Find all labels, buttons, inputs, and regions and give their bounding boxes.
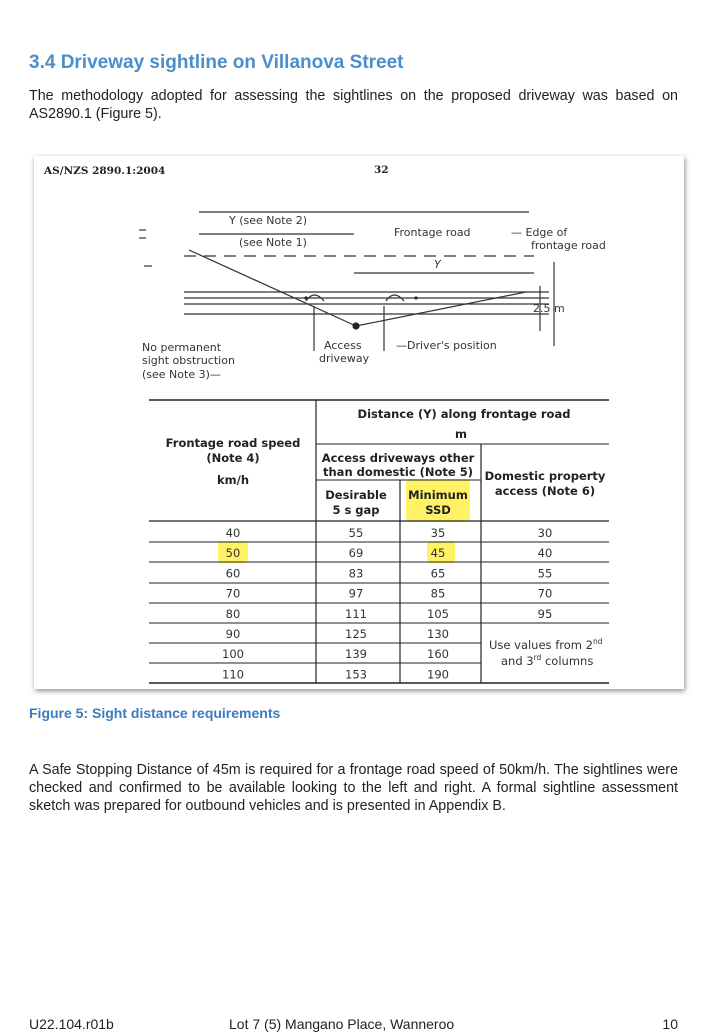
table-cell-minimum: 45 <box>430 546 446 561</box>
section-heading: 3.4 Driveway sightline on Villanova Street <box>29 52 404 73</box>
domestic-header-1: Domestic property <box>484 469 606 483</box>
domestic-header-2: access (Note 6) <box>494 484 596 498</box>
table-cell-desirable: 111 <box>345 606 367 621</box>
table-cell-desirable: 97 <box>348 586 364 601</box>
footer-site: Lot 7 (5) Mangano Place, Wanneroo <box>229 1016 455 1032</box>
table-cell-domestic: 30 <box>537 526 553 540</box>
table-cell-minimum: 85 <box>430 586 446 601</box>
intro-paragraph: The methodology adopted for assessing the sightlines on the proposed driveway was based on AS2890.1 (Figure 5). <box>29 88 678 122</box>
see-note1-label: (see Note 1) <box>239 236 307 249</box>
distance-header-2: m <box>455 427 467 441</box>
standard-page-number: 32 <box>374 164 389 176</box>
table-cell-minimum: 190 <box>427 667 449 682</box>
table-cell-desirable: 153 <box>345 667 367 682</box>
table-cell-speed: 100 <box>222 647 244 662</box>
speed-header-3: km/h <box>216 473 250 487</box>
table-cell-speed: 110 <box>222 667 244 682</box>
no-permanent-label-3: (see Note 3)— <box>142 368 221 381</box>
table-cell-minimum: 65 <box>430 566 446 581</box>
edge-label-1: — Edge of <box>511 226 568 239</box>
table-cell-desirable: 139 <box>345 647 367 662</box>
use-values-note-2: and 3rd columns <box>501 653 594 668</box>
table-cell-domestic: 55 <box>537 566 553 581</box>
table-cell-domestic: 40 <box>537 546 553 561</box>
drivers-position-label: —Driver's position <box>396 339 497 352</box>
right-sightline <box>356 292 526 326</box>
standard-label: AS/NZS 2890.1:2004 <box>44 165 166 177</box>
table-cell-desirable: 125 <box>345 627 367 641</box>
desirable-header-2: 5 s gap <box>332 503 380 517</box>
table-cell-minimum: 130 <box>427 627 449 641</box>
table-cell-speed: 60 <box>225 566 241 581</box>
frontage-road-label: Frontage road <box>394 226 471 239</box>
table-cell-speed: 90 <box>225 627 241 641</box>
figure-svg <box>34 156 684 689</box>
y-dimension-label: Y <box>434 258 441 271</box>
access-driveway-label-1: Access <box>324 339 362 352</box>
table-cell-desirable: 55 <box>348 526 364 540</box>
minimum-header-1: Minimum <box>408 488 468 502</box>
left-sightline <box>189 250 356 326</box>
diagram-dot-2 <box>414 296 417 299</box>
table-cell-desirable: 69 <box>348 546 364 561</box>
use-values-note-1: Use values from 2nd <box>489 637 603 652</box>
figure-caption: Figure 5: Sight distance requirements <box>29 705 281 721</box>
minimum-header-2: SSD <box>425 503 451 517</box>
table-cell-minimum: 35 <box>430 526 446 540</box>
no-permanent-label-2: sight obstruction <box>142 354 235 367</box>
table-cell-speed: 80 <box>225 606 241 621</box>
distance-header-1: Distance (Y) along frontage road <box>357 407 571 421</box>
access-driveway-label-2: driveway <box>319 352 370 365</box>
access-header-2: than domestic (Note 5) <box>323 465 473 479</box>
desirable-header-1: Desirable <box>325 488 387 502</box>
figure-5-scan <box>34 156 684 689</box>
no-permanent-label-1: No permanent <box>142 341 222 354</box>
sightline-diagram <box>139 212 554 351</box>
table-cell-speed: 40 <box>225 526 241 540</box>
table-cell-minimum: 160 <box>427 647 449 662</box>
drivers-position-dot <box>352 322 359 329</box>
dim-2-5m-label: 2.5 m <box>533 302 565 315</box>
table-cell-minimum: 105 <box>427 606 449 621</box>
table-cell-speed: 70 <box>225 586 241 601</box>
y-note2-label: Y (see Note 2) <box>229 214 308 227</box>
table-cell-domestic: 95 <box>537 606 553 621</box>
table-cell-desirable: 83 <box>348 566 364 581</box>
edge-label-2: frontage road <box>531 239 606 252</box>
table-cell-domestic: 70 <box>537 586 553 601</box>
diagram-dot-1 <box>304 296 307 299</box>
footer-doc-ref: U22.104.r01b <box>29 1016 114 1032</box>
conclusion-paragraph: A Safe Stopping Distance of 45m is required for a frontage road speed of 50km/h. The sightlines were checked and confirmed to be available looking to the left and right. A formal sightline assessment sketch was prepared for outbound vehicles and is presented in Appendix B. <box>29 762 678 814</box>
footer-page-number: 10 <box>662 1016 678 1032</box>
access-header-1: Access driveways other <box>321 451 475 465</box>
table-cell-speed: 50 <box>225 546 241 561</box>
speed-header-1: Frontage road speed <box>165 436 301 450</box>
speed-header-2: (Note 4) <box>206 451 260 465</box>
